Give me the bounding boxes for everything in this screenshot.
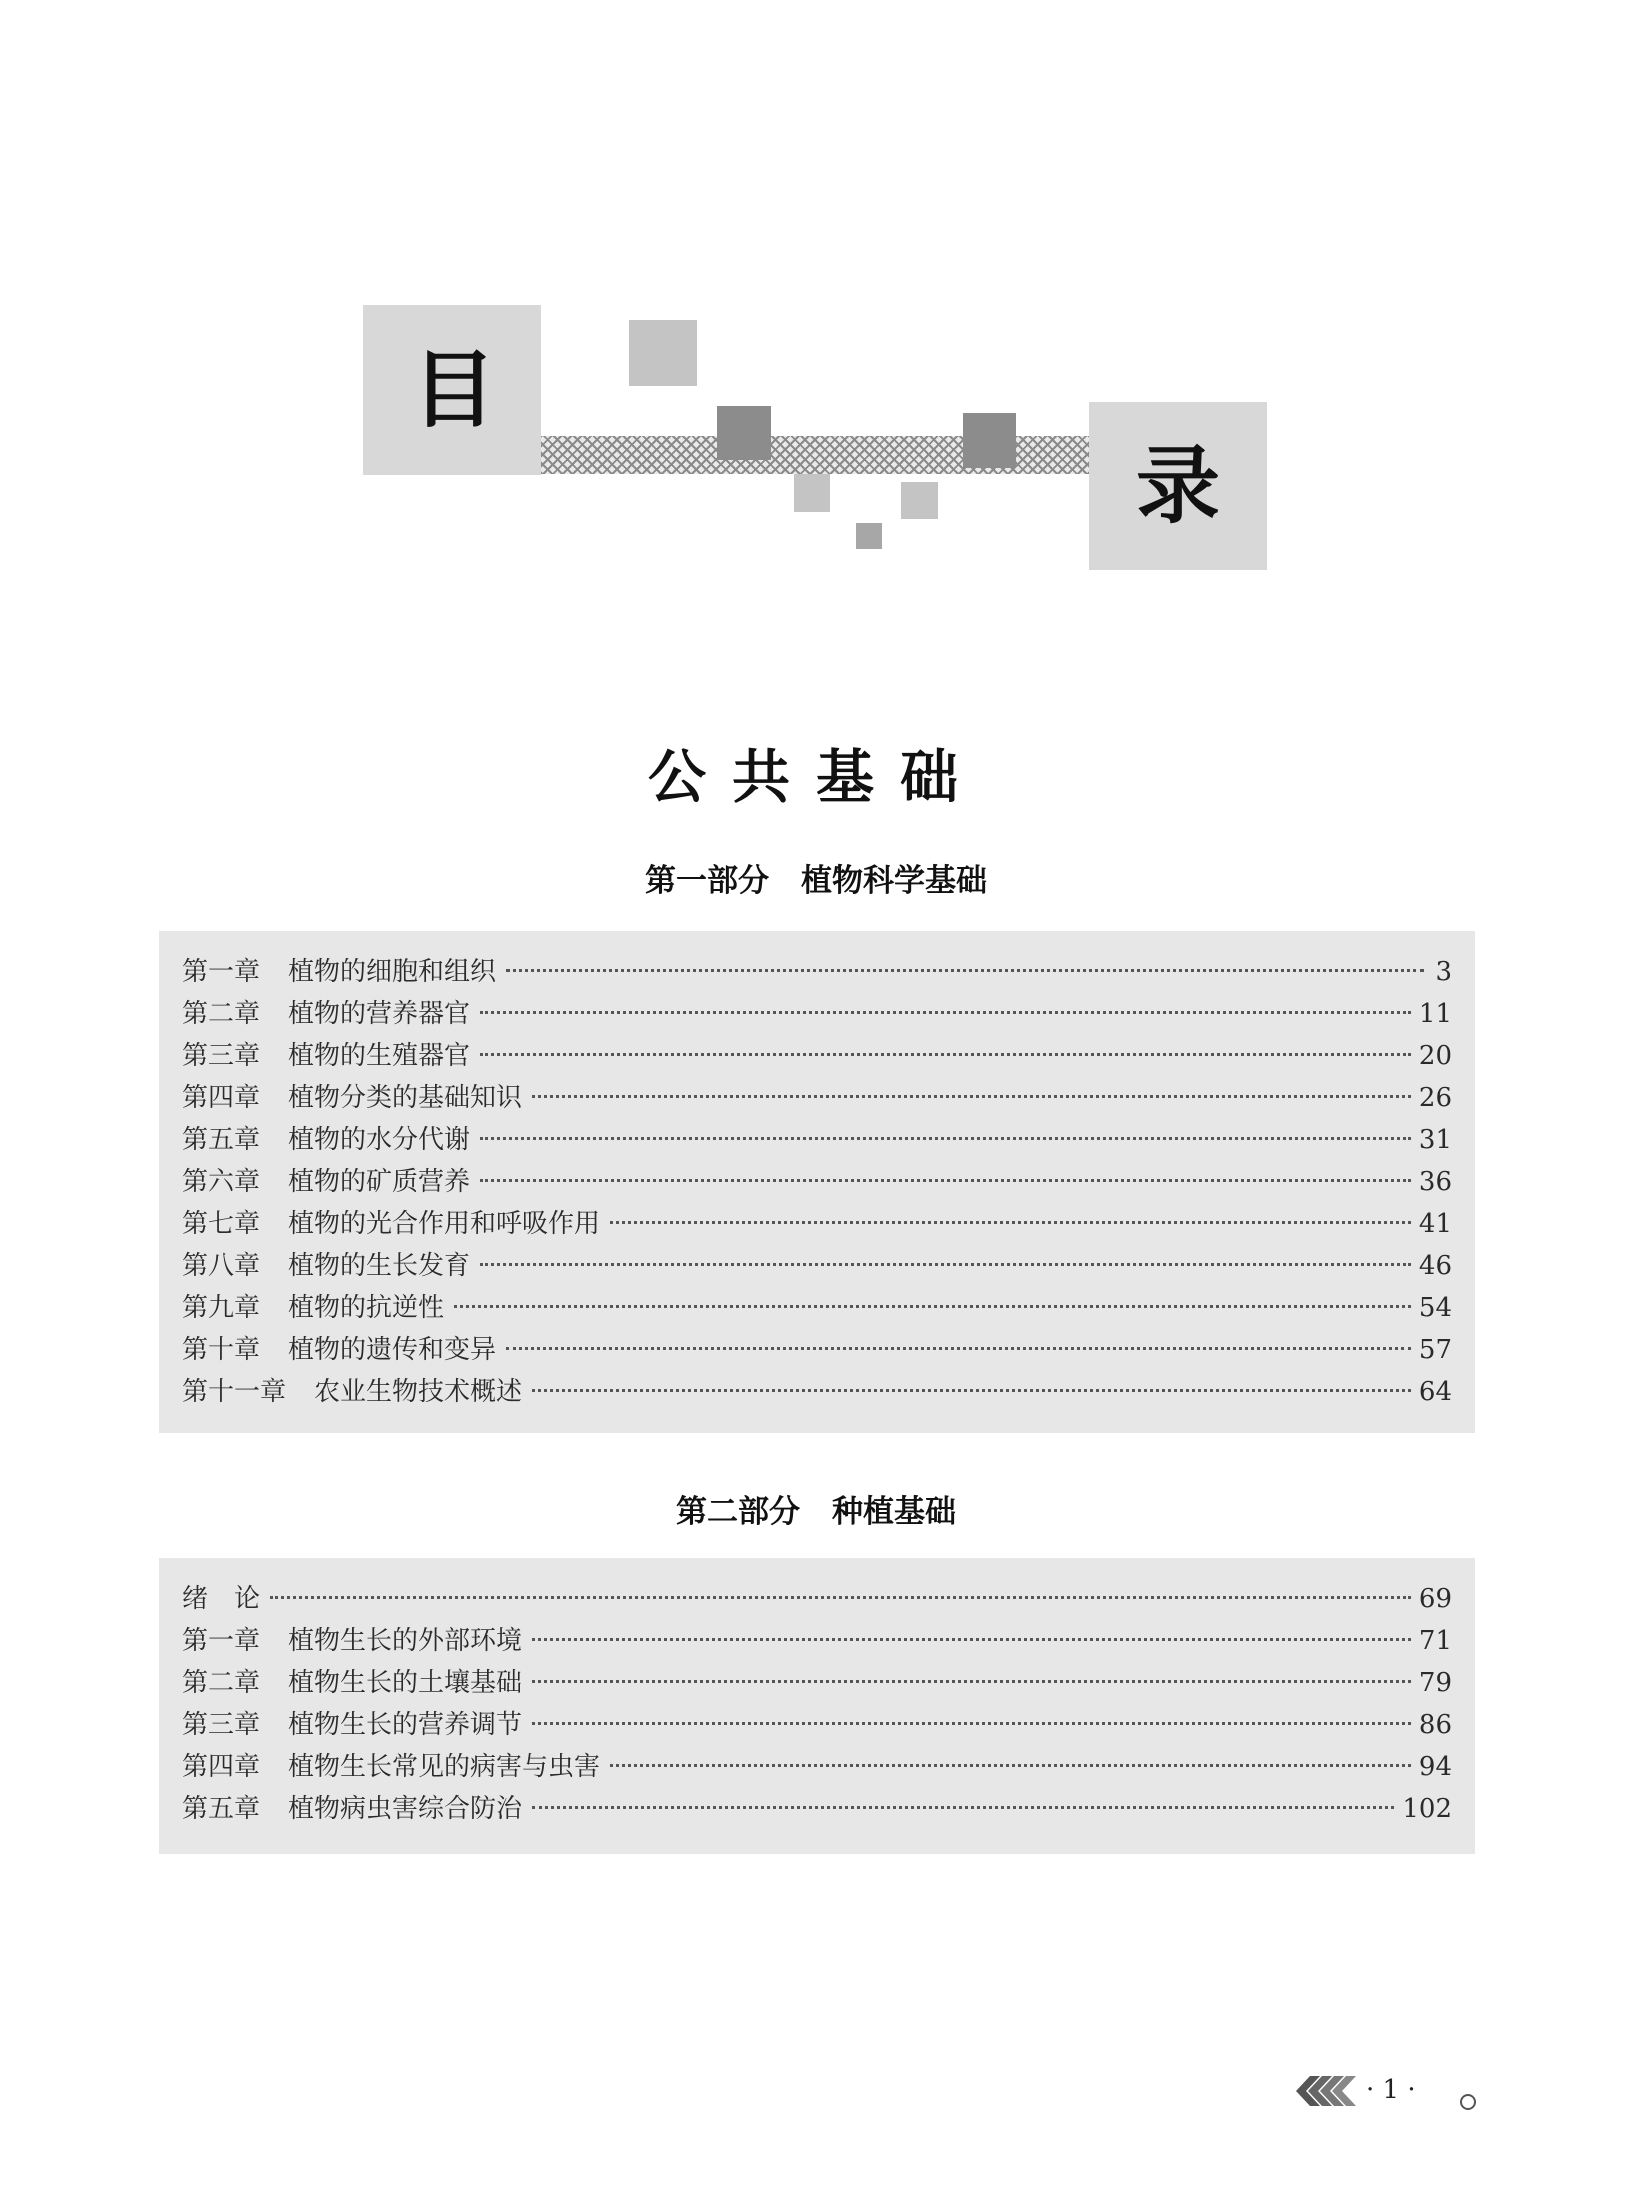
toc-entry[interactable] xyxy=(182,1578,1452,1620)
header-char-lu: 录 xyxy=(1136,437,1221,535)
page-ref: 20 xyxy=(1418,1041,1452,1071)
deco-square xyxy=(901,482,938,519)
toc-entry[interactable] xyxy=(182,1704,1452,1746)
page-ref: 64 xyxy=(1418,1377,1452,1407)
toc-panel-part-1 xyxy=(159,931,1475,1433)
page-ref: 86 xyxy=(1418,1710,1452,1740)
page-ref: 46 xyxy=(1418,1251,1452,1281)
chapter-title: 植物的营养器官 xyxy=(288,999,471,1029)
chapter-number: 第四章 xyxy=(182,1083,261,1113)
chevrons-left-icon xyxy=(1296,2076,1358,2106)
toc-entry[interactable] xyxy=(182,1119,1452,1161)
toc-entry[interactable] xyxy=(182,1662,1452,1704)
toc-entry[interactable] xyxy=(182,1287,1452,1329)
chapter-title: 植物的水分代谢 xyxy=(288,1125,471,1155)
chapter-title: 植物生长常见的病害与虫害 xyxy=(288,1752,601,1782)
part-name: 植物科学基础 xyxy=(801,863,987,899)
page-ref: 11 xyxy=(1418,999,1452,1029)
chapter-number: 第五章 xyxy=(182,1794,261,1824)
dot-leader xyxy=(454,1305,1411,1308)
dot-leader xyxy=(480,1053,1411,1056)
page-ref: 36 xyxy=(1418,1167,1452,1197)
page-ref: 31 xyxy=(1418,1125,1452,1155)
toc-entry[interactable] xyxy=(182,951,1452,993)
toc-entry[interactable] xyxy=(182,1035,1452,1077)
chapter-number: 第一章 xyxy=(182,957,261,987)
page-ref: 71 xyxy=(1418,1626,1452,1656)
toc-entry[interactable] xyxy=(182,1203,1452,1245)
toc-entry[interactable] xyxy=(182,1620,1452,1662)
dot-leader xyxy=(480,1011,1411,1014)
chapter-title: 植物生长的土壤基础 xyxy=(288,1668,523,1698)
chapter-number: 第三章 xyxy=(182,1041,261,1071)
chapter-number: 绪 论 xyxy=(182,1584,261,1614)
chapter-number: 第九章 xyxy=(182,1293,261,1323)
page-ref: 94 xyxy=(1418,1752,1452,1782)
page-ref: 54 xyxy=(1418,1293,1452,1323)
toc-entry[interactable] xyxy=(182,1245,1452,1287)
chapter-title: 植物分类的基础知识 xyxy=(288,1083,523,1113)
chapter-title: 植物的生殖器官 xyxy=(288,1041,471,1071)
chapter-number: 第七章 xyxy=(182,1209,261,1239)
dot-leader xyxy=(270,1596,1411,1599)
dot-leader xyxy=(532,1389,1411,1392)
page-ref: 69 xyxy=(1418,1584,1452,1614)
main-title: 公共基础 xyxy=(647,743,984,811)
dot-leader xyxy=(532,1680,1411,1683)
dot-leader xyxy=(480,1179,1411,1182)
deco-square xyxy=(963,413,1016,468)
chapter-title: 植物的生长发育 xyxy=(288,1251,471,1281)
page-number: · 1 · xyxy=(1366,2075,1416,2105)
chapter-number: 第二章 xyxy=(182,1668,261,1698)
page-ref: 26 xyxy=(1418,1083,1452,1113)
chapter-title: 植物的细胞和组织 xyxy=(288,957,497,987)
part-label: 第二部分 xyxy=(676,1494,800,1530)
chapter-title: 农业生物技术概述 xyxy=(314,1377,523,1407)
dot-leader xyxy=(480,1263,1411,1266)
dot-leader xyxy=(480,1137,1411,1140)
toc-entry[interactable] xyxy=(182,1161,1452,1203)
dot-leader xyxy=(610,1221,1411,1224)
toc-entry[interactable] xyxy=(182,1371,1452,1413)
chapter-number: 第八章 xyxy=(182,1251,261,1281)
chapter-title: 植物的抗逆性 xyxy=(288,1293,445,1323)
chapter-title: 植物的矿质营养 xyxy=(288,1167,471,1197)
toc-entry[interactable] xyxy=(182,1746,1452,1788)
chapter-number: 第四章 xyxy=(182,1752,261,1782)
chapter-title: 植物生长的外部环境 xyxy=(288,1626,523,1656)
deco-square xyxy=(717,406,771,460)
chapter-number: 第一章 xyxy=(182,1626,261,1656)
dot-leader xyxy=(532,1722,1411,1725)
deco-square xyxy=(629,320,697,386)
deco-square xyxy=(794,474,830,512)
chapter-title: 植物生长的营养调节 xyxy=(288,1710,523,1740)
part-label: 第一部分 xyxy=(645,863,769,899)
chapter-title: 植物的遗传和变异 xyxy=(288,1335,497,1365)
dot-leader xyxy=(610,1764,1411,1767)
page-ref: 41 xyxy=(1418,1209,1452,1239)
chapter-number: 第十一章 xyxy=(182,1377,287,1407)
chapter-title: 植物的光合作用和呼吸作用 xyxy=(288,1209,601,1239)
dot-leader xyxy=(506,969,1424,972)
page-ref: 3 xyxy=(1435,957,1452,987)
deco-square xyxy=(856,523,882,549)
part-title xyxy=(0,855,1632,900)
dot-leader xyxy=(532,1095,1411,1098)
toc-entry[interactable] xyxy=(182,993,1452,1035)
chapter-number: 第六章 xyxy=(182,1167,261,1197)
toc-entry[interactable] xyxy=(182,1077,1452,1119)
chapter-number: 第三章 xyxy=(182,1710,261,1740)
chapter-number: 第五章 xyxy=(182,1125,261,1155)
chapter-number: 第二章 xyxy=(182,999,261,1029)
toc-panel-part-2 xyxy=(159,1558,1475,1854)
circle-icon xyxy=(1460,2094,1476,2110)
dot-leader xyxy=(532,1638,1411,1641)
page-ref: 79 xyxy=(1418,1668,1452,1698)
chapter-title: 植物病虫害综合防治 xyxy=(288,1794,523,1824)
toc-entry[interactable] xyxy=(182,1788,1452,1830)
chapter-number: 第十章 xyxy=(182,1335,261,1365)
part-title xyxy=(0,1486,1632,1531)
toc-entry[interactable] xyxy=(182,1329,1452,1371)
page-ref: 102 xyxy=(1402,1794,1452,1824)
dot-leader xyxy=(532,1806,1394,1809)
dot-leader xyxy=(506,1347,1411,1350)
page-footer xyxy=(1296,2072,1486,2112)
page-ref: 57 xyxy=(1418,1335,1452,1365)
header-char-mu: 目 xyxy=(412,341,497,439)
part-name: 种植基础 xyxy=(832,1494,956,1530)
